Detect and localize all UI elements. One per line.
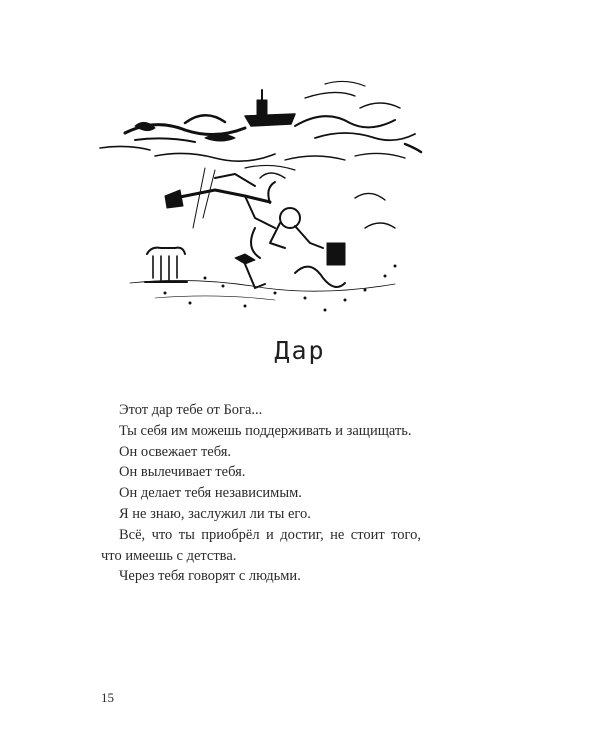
paragraph: Я не знаю, заслужил ли ты его.	[119, 505, 311, 522]
paragraph: Ты себя им можешь поддерживать и защищать.	[119, 422, 412, 439]
paragraph: Через тебя говорят с людьми.	[119, 568, 301, 585]
page-title: Дар	[274, 336, 326, 365]
paragraph: Он вылечивает тебя.	[119, 464, 246, 481]
paragraph: Этот дар тебе от Бога...	[119, 402, 263, 418]
ink-illustration	[95, 78, 435, 328]
paragraph: Он делает тебя независимым.	[119, 485, 302, 502]
page-number: 15	[101, 690, 114, 705]
paragraph: Он освежает тебя.	[119, 443, 232, 460]
ink-sketch-sea-ship-diver-icon	[95, 78, 435, 328]
body-text	[101, 400, 421, 587]
paragraph: Всё, что ты приобрёл и достиг, не стоит того, что имеешь с детства.	[101, 526, 421, 564]
